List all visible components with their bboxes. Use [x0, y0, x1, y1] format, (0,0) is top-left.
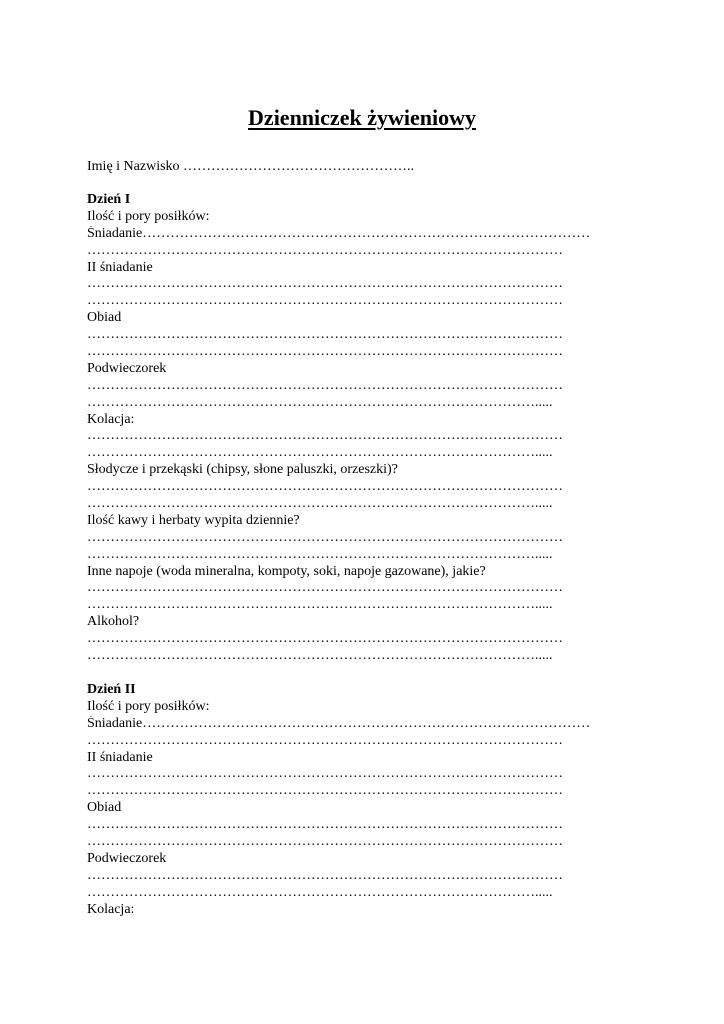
day2-breakfast-label: Śniadanie	[87, 715, 143, 731]
day1-alcohol-label: Alkohol?	[87, 614, 140, 630]
name-label: Imię i Nazwisko	[87, 159, 180, 174]
dots-line: …………………………………………………………………………………………	[87, 783, 563, 799]
dots-line: …………………………………………………………………………………………	[87, 344, 563, 360]
dots-line: …………………………………………………………………………………….....	[87, 597, 553, 613]
dots-line: …………………………………………………………………………………………	[87, 242, 563, 258]
dots-line: …………………………………………………………………………………….....	[87, 496, 553, 512]
day1-breakfast-line	[87, 226, 647, 243]
day1-heading: Dzień I	[87, 192, 131, 207]
day2-second-breakfast-label: II śniadanie	[87, 749, 153, 765]
dots: ……………………………………………………………………………………	[142, 225, 591, 241]
diary-content	[87, 192, 647, 918]
dots-line: …………………………………………………………………………………….....	[87, 394, 553, 410]
dots-line: …………………………………………………………………………………………	[87, 276, 563, 292]
dots-line: …………………………………………………………………………………………	[87, 293, 563, 309]
dots-line: …………………………………………………………………………………………	[87, 479, 563, 495]
name-dots: …………………………………………..	[183, 159, 415, 174]
day2-afternoon-snack-label: Podwieczorek	[87, 850, 167, 866]
dots-line: …………………………………………………………………………………….....	[87, 445, 553, 461]
day1-coffee-tea-label: Ilość kawy i herbaty wypita dziennie?	[87, 512, 300, 528]
dots-line: …………………………………………………………………………………………	[87, 529, 563, 545]
document-title: Dzienniczek żywieniowy	[248, 105, 476, 130]
dots-line: …………………………………………………………………………………………	[87, 580, 563, 596]
day1-lunch-label: Obiad	[87, 310, 122, 326]
day1-second-breakfast-label: II śniadanie	[87, 259, 153, 275]
dots-line: …………………………………………………………………………………….....	[87, 648, 553, 664]
dots-line: …………………………………………………………………………………………	[87, 377, 563, 393]
day2-lunch-label: Obiad	[87, 800, 122, 816]
dots-line: …………………………………………………………………………………………	[87, 817, 563, 833]
dots-line: …………………………………………………………………………………………	[87, 327, 563, 343]
dots-line: …………………………………………………………………………………….....	[87, 546, 553, 562]
dots-line: …………………………………………………………………………………………	[87, 732, 563, 748]
dots-line: …………………………………………………………………………………………	[87, 867, 563, 883]
name-field-line	[87, 158, 414, 176]
section-gap	[87, 665, 647, 682]
day2-heading: Dzień II	[87, 681, 136, 697]
dots-line: …………………………………………………………………………………….....	[87, 884, 553, 900]
day1-meals-label: Ilość i pory posiłków:	[87, 208, 210, 224]
day1-breakfast-label: Śniadanie	[87, 225, 143, 241]
dots-line: …………………………………………………………………………………………	[87, 833, 563, 849]
dots-line: …………………………………………………………………………………………	[87, 766, 563, 782]
day1-sweets-label: Słodycze i przekąski (chipsy, słone paluszki, orzeszki)?	[87, 462, 398, 478]
day1-dinner-label: Kolacja:	[87, 411, 135, 427]
day1-other-drinks-label: Inne napoje (woda mineralna, kompoty, soki, napoje gazowane), jakie?	[87, 563, 486, 579]
day2-meals-label: Ilość i pory posiłków:	[87, 698, 210, 714]
day1-afternoon-snack-label: Podwieczorek	[87, 360, 167, 376]
day2-breakfast-line	[87, 716, 647, 733]
dots-line: …………………………………………………………………………………………	[87, 631, 563, 647]
dots: ……………………………………………………………………………………	[142, 715, 591, 731]
day2-dinner-label: Kolacja:	[87, 901, 135, 917]
dots-line: …………………………………………………………………………………………	[87, 428, 563, 444]
